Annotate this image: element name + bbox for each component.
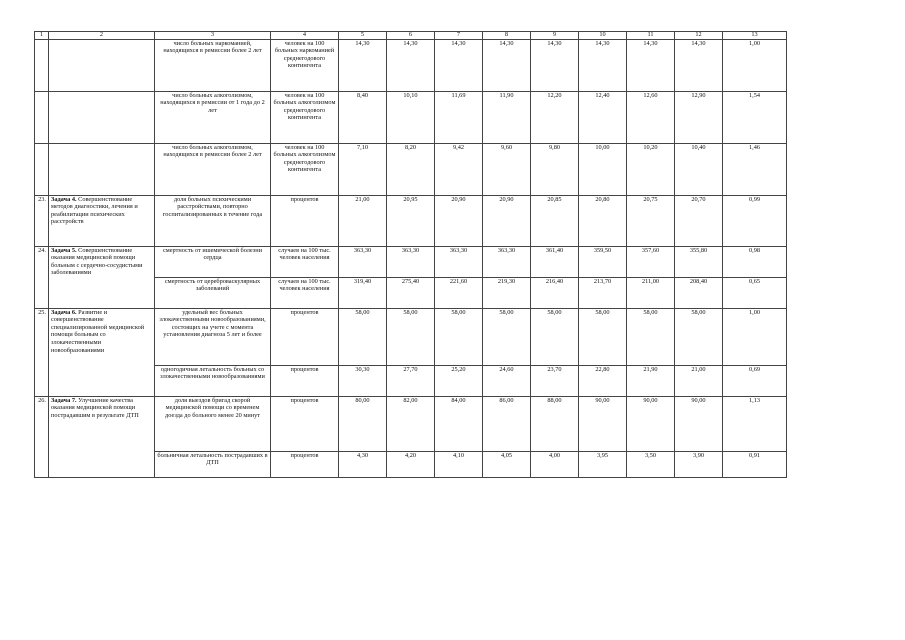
value-cell: 10,00	[579, 143, 627, 195]
unit-cell: процентов	[271, 396, 339, 451]
ratio-cell: 0,69	[723, 365, 787, 396]
value-cell: 357,60	[627, 246, 675, 277]
indicator-cell: доля больных психическими расстройствами, повторно госпитализированных в течение года	[155, 195, 271, 246]
value-cell: 12,90	[675, 91, 723, 143]
column-number-header: 4	[271, 32, 339, 40]
value-cell: 27,70	[387, 365, 435, 396]
indicator-cell: больничная летальность пострадавших в ДТП	[155, 451, 271, 477]
task-cell	[49, 143, 155, 195]
value-cell: 12,20	[531, 91, 579, 143]
value-cell: 58,00	[339, 308, 387, 365]
row-number-cell: 23.	[35, 195, 49, 246]
value-cell: 22,80	[579, 365, 627, 396]
ratio-cell: 0,98	[723, 246, 787, 277]
value-cell: 216,40	[531, 277, 579, 308]
value-cell: 213,70	[579, 277, 627, 308]
task-description: Развитие и совершенствование специализированной медицинской помощи больным со злокачественными новообразованиями	[51, 308, 145, 354]
column-number-header: 2	[49, 32, 155, 40]
row-number-cell: 25.	[35, 308, 49, 396]
value-cell: 10,10	[387, 91, 435, 143]
value-cell: 58,00	[435, 308, 483, 365]
indicators-table	[34, 31, 787, 478]
value-cell: 319,40	[339, 277, 387, 308]
value-cell: 58,00	[579, 308, 627, 365]
ratio-cell: 0,99	[723, 195, 787, 246]
value-cell: 275,40	[387, 277, 435, 308]
indicator-cell: число больных алкоголизмом, находящихся в ремиссии более 2 лет	[155, 143, 271, 195]
row-number-cell	[35, 143, 49, 195]
unit-cell: человек на 100 больных наркоманией среднегодового контингента	[271, 39, 339, 91]
value-cell: 14,30	[675, 39, 723, 91]
value-cell: 14,30	[531, 39, 579, 91]
value-cell: 82,00	[387, 396, 435, 451]
value-cell: 9,80	[531, 143, 579, 195]
table-row	[35, 143, 787, 195]
indicator-cell: удельный вес больных злокачественными новообразованиями, состоящих на учете с момента установления диагноза 5 лет и более	[155, 308, 271, 365]
value-cell: 355,80	[675, 246, 723, 277]
table-row	[35, 246, 787, 277]
task-cell	[49, 246, 155, 308]
value-cell: 4,05	[483, 451, 531, 477]
value-cell: 58,00	[531, 308, 579, 365]
value-cell: 14,30	[387, 39, 435, 91]
value-cell: 80,00	[339, 396, 387, 451]
row-number-cell: 24.	[35, 246, 49, 308]
table-header-row	[35, 32, 787, 40]
value-cell: 3,50	[627, 451, 675, 477]
value-cell: 4,00	[531, 451, 579, 477]
table-row	[35, 308, 787, 365]
value-cell: 4,20	[387, 451, 435, 477]
value-cell: 12,40	[579, 91, 627, 143]
ratio-cell: 1,00	[723, 39, 787, 91]
column-number-header: 9	[531, 32, 579, 40]
value-cell: 363,30	[435, 246, 483, 277]
ratio-cell: 1,46	[723, 143, 787, 195]
value-cell: 7,10	[339, 143, 387, 195]
ratio-cell: 0,65	[723, 277, 787, 308]
value-cell: 90,00	[579, 396, 627, 451]
task-description: Совершенствование оказания медицинской помощи больным с сердечно-сосудистыми заболеваниями	[51, 246, 143, 277]
table-row	[35, 39, 787, 91]
row-number-cell: 26.	[35, 396, 49, 477]
value-cell: 11,69	[435, 91, 483, 143]
unit-cell: процентов	[271, 451, 339, 477]
unit-cell: процентов	[271, 308, 339, 365]
value-cell: 10,40	[675, 143, 723, 195]
value-cell: 8,40	[339, 91, 387, 143]
ratio-cell: 1,13	[723, 396, 787, 451]
ratio-cell: 0,91	[723, 451, 787, 477]
value-cell: 20,80	[579, 195, 627, 246]
row-number-cell	[35, 91, 49, 143]
task-cell	[49, 195, 155, 246]
indicator-cell: смертность от цереброваскулярных заболеваний	[155, 277, 271, 308]
value-cell: 90,00	[627, 396, 675, 451]
column-number-header: 13	[723, 32, 787, 40]
task-title: Задача 7.	[51, 396, 77, 404]
value-cell: 10,20	[627, 143, 675, 195]
unit-cell: процентов	[271, 195, 339, 246]
column-number-header: 11	[627, 32, 675, 40]
indicator-cell: число больных наркоманией, находящихся в ремиссии более 2 лет	[155, 39, 271, 91]
unit-cell: случаев на 100 тыс. человек населения	[271, 246, 339, 277]
task-title: Задача 6.	[51, 308, 77, 316]
value-cell: 12,60	[627, 91, 675, 143]
value-cell: 88,00	[531, 396, 579, 451]
value-cell: 20,70	[675, 195, 723, 246]
unit-cell: случаев на 100 тыс. человек населения	[271, 277, 339, 308]
value-cell: 211,00	[627, 277, 675, 308]
unit-cell: процентов	[271, 365, 339, 396]
value-cell: 11,90	[483, 91, 531, 143]
indicator-cell: смертность от ишемической болезни сердца	[155, 246, 271, 277]
value-cell: 219,30	[483, 277, 531, 308]
column-number-header: 7	[435, 32, 483, 40]
value-cell: 363,30	[387, 246, 435, 277]
table-row	[35, 91, 787, 143]
value-cell: 20,90	[483, 195, 531, 246]
column-number-header: 6	[387, 32, 435, 40]
value-cell: 9,60	[483, 143, 531, 195]
table-row	[35, 396, 787, 451]
ratio-cell: 1,00	[723, 308, 787, 365]
value-cell: 20,85	[531, 195, 579, 246]
unit-cell: человек на 100 больных алкоголизмом среднегодового контингента	[271, 143, 339, 195]
value-cell: 90,00	[675, 396, 723, 451]
value-cell: 9,42	[435, 143, 483, 195]
value-cell: 58,00	[483, 308, 531, 365]
value-cell: 21,90	[627, 365, 675, 396]
task-cell	[49, 91, 155, 143]
value-cell: 23,70	[531, 365, 579, 396]
table-row	[35, 195, 787, 246]
value-cell: 20,75	[627, 195, 675, 246]
value-cell: 363,30	[339, 246, 387, 277]
value-cell: 30,30	[339, 365, 387, 396]
column-number-header: 12	[675, 32, 723, 40]
value-cell: 21,00	[675, 365, 723, 396]
value-cell: 24,60	[483, 365, 531, 396]
value-cell: 208,40	[675, 277, 723, 308]
value-cell: 84,00	[435, 396, 483, 451]
column-number-header: 5	[339, 32, 387, 40]
value-cell: 14,30	[483, 39, 531, 91]
ratio-cell: 1,54	[723, 91, 787, 143]
value-cell: 221,60	[435, 277, 483, 308]
column-number-header: 1	[35, 32, 49, 40]
column-number-header: 10	[579, 32, 627, 40]
task-cell	[49, 39, 155, 91]
value-cell: 14,30	[435, 39, 483, 91]
value-cell: 363,30	[483, 246, 531, 277]
task-cell	[49, 396, 155, 477]
value-cell: 58,00	[675, 308, 723, 365]
value-cell: 14,30	[579, 39, 627, 91]
value-cell: 359,50	[579, 246, 627, 277]
value-cell: 8,20	[387, 143, 435, 195]
value-cell: 14,30	[339, 39, 387, 91]
value-cell: 21,00	[339, 195, 387, 246]
value-cell: 3,95	[579, 451, 627, 477]
value-cell: 58,00	[627, 308, 675, 365]
task-cell	[49, 308, 155, 396]
task-title: Задача 5.	[51, 246, 77, 254]
unit-cell: человек на 100 больных алкоголизмом среднегодового контингента	[271, 91, 339, 143]
indicator-cell: доля выездов бригад скорой медицинской помощи со временем доезда до больного менее 20 минут	[155, 396, 271, 451]
value-cell: 25,20	[435, 365, 483, 396]
row-number-cell	[35, 39, 49, 91]
value-cell: 20,95	[387, 195, 435, 246]
task-description: Улучшение качества оказания медицинской помощи пострадавшим в результате ДТП	[51, 396, 139, 419]
value-cell: 14,30	[627, 39, 675, 91]
indicator-cell: одногодичная летальность больных со злокачественными новообразованиями	[155, 365, 271, 396]
task-description: Совершенствование методов диагностики, лечения и реабилитации психических расстройств	[51, 195, 138, 226]
task-title: Задача 4.	[51, 195, 77, 203]
value-cell: 20,90	[435, 195, 483, 246]
column-number-header: 8	[483, 32, 531, 40]
value-cell: 4,10	[435, 451, 483, 477]
value-cell: 3,90	[675, 451, 723, 477]
indicator-cell: число больных алкоголизмом, находящихся в ремиссии от 1 года до 2 лет	[155, 91, 271, 143]
value-cell: 58,00	[387, 308, 435, 365]
value-cell: 361,40	[531, 246, 579, 277]
value-cell: 4,30	[339, 451, 387, 477]
column-number-header: 3	[155, 32, 271, 40]
value-cell: 86,00	[483, 396, 531, 451]
